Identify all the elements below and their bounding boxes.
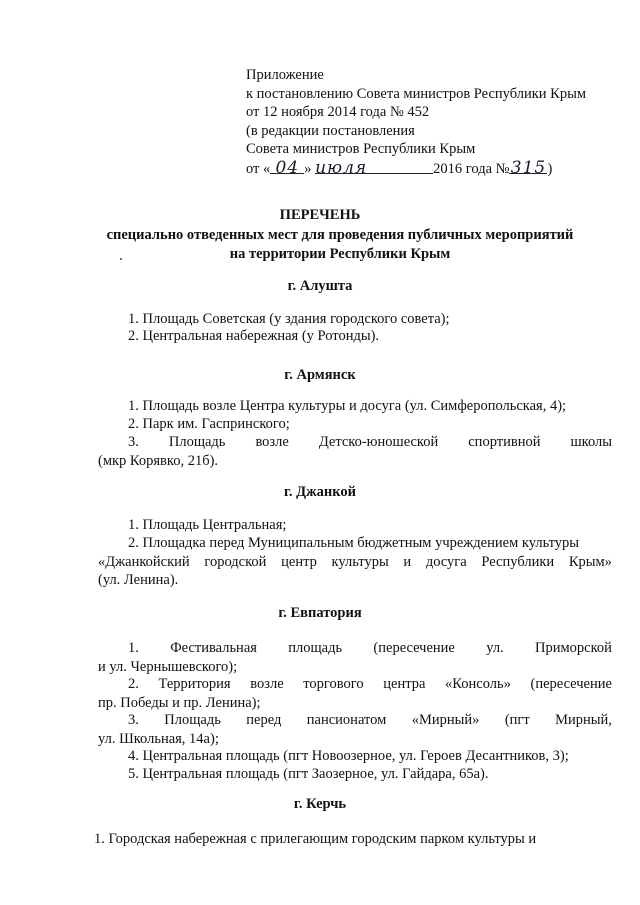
justified-line: 3. Площадь перед пансионатом «Мирный» (пгт Мирный,: [128, 712, 612, 728]
document-subtitle: [100, 226, 580, 264]
appendix-block: [246, 66, 586, 178]
list-item: 1. Фестивальная площадь (пересечение ул. Приморской и ул. Чернышевского);: [98, 640, 612, 675]
appendix-close: ): [547, 160, 553, 177]
city-heading-kerch: г. Керчь: [293, 796, 347, 812]
handwritten-day: 04: [270, 159, 304, 174]
document-title: ПЕРЕЧЕНЬ: [279, 207, 361, 223]
appendix-line: Совета министров Республики Крым: [246, 141, 476, 157]
handwritten-month: июля: [315, 159, 433, 174]
list-item: 2. Территория возле торгового центра «Консоль» (пересечение пр. Победы и пр. Ленина);: [98, 676, 612, 711]
list-item: 3. Площадь перед пансионатом «Мирный» (пгт Мирный, ул. Школьная, 14а);: [98, 712, 612, 747]
date-prefix: от «: [246, 160, 271, 177]
list-item: 2. Парк им. Гаспринского;: [128, 416, 290, 432]
list-item: 2. Центральная набережная (у Ротонды).: [128, 328, 380, 344]
subtitle-line: на территории Республики Крым: [229, 246, 451, 262]
list-item: 1. Площадь Советская (у здания городского совета);: [128, 311, 450, 327]
date-mid: »: [304, 160, 312, 177]
scan-speck: [120, 258, 122, 260]
city-heading-evpatoria: г. Евпатория: [278, 605, 362, 621]
appendix-line: к постановлению Совета министров Республики Крым: [246, 85, 587, 102]
appendix-line: (в редакции постановления: [246, 122, 415, 139]
list-item: 1. Площадь возле Центра культуры и досуга (ул. Симферопольская, 4);: [128, 398, 567, 414]
list-item: 3. Площадь возле Детско-юношеской спортивной школы (мкр Корявко, 21б).: [98, 434, 612, 469]
appendix-line: Приложение: [246, 67, 324, 83]
city-heading-alushta: г. Алушта: [287, 278, 353, 294]
handwritten-number: 315: [510, 157, 547, 178]
list-item: 5. Центральная площадь (пгт Заозерное, ул. Гайдара, 65а).: [128, 766, 489, 782]
list-item: 4. Центральная площадь (пгт Новоозерное, ул. Героев Десантников, 3);: [128, 748, 569, 764]
date-year: 2016 года №: [433, 160, 510, 177]
city-heading-dzhankoy: г. Джанкой: [283, 484, 357, 500]
justified-line: 1. Фестивальная площадь (пересечение ул. Приморской: [128, 640, 612, 656]
appendix-line: от 12 ноября 2014 года № 452: [246, 104, 430, 120]
justified-line: 3. Площадь возле Детско-юношеской спортивной школы: [128, 434, 612, 450]
justified-line: 2. Территория возле торгового центра «Консоль» (пересечение: [128, 676, 612, 692]
list-item: 2. Площадка перед Муниципальным бюджетным учреждением культуры «Джанкойский городской центр культуры и досуга Республики Крым» (ул. Ленина).: [98, 535, 612, 588]
list-item: 1. Городская набережная с прилегающим городским парком культуры и: [94, 831, 537, 847]
city-heading-armyansk: г. Армянск: [284, 367, 356, 383]
appendix-date-line: [246, 159, 586, 179]
list-item: 1. Площадь Центральная;: [128, 517, 287, 533]
subtitle-line: специально отведенных мест для проведения публичных мероприятий: [106, 227, 574, 243]
justified-line: «Джанкойский городской центр культуры и досуга Республики Крым»: [98, 553, 612, 570]
